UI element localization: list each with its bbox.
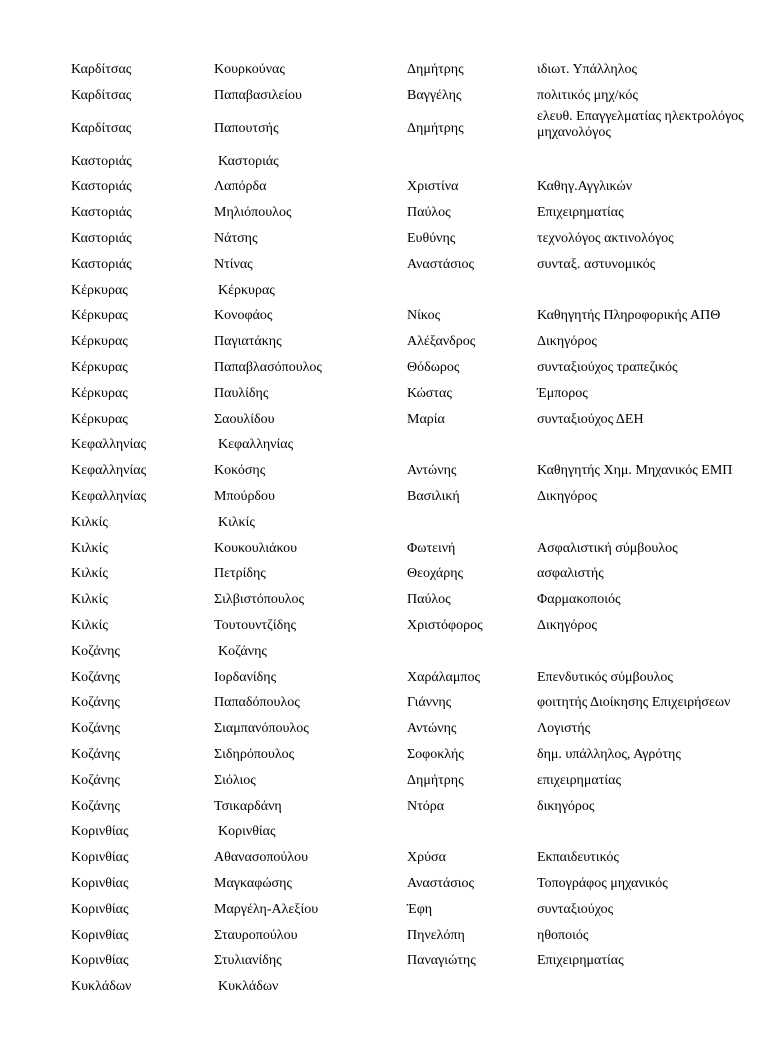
table-row <box>0 587 768 613</box>
region-cell: Κοζάνης <box>71 772 120 788</box>
surname-cell: Ιορδανίδης <box>214 669 277 685</box>
profession-cell: φοιτητής Διοίκησης Επιχειρήσεων <box>537 695 731 711</box>
name-cell: Κώστας <box>407 385 452 401</box>
surname-cell: Κονοφάος <box>214 308 273 324</box>
region-cell: Κέρκυρας <box>71 282 128 298</box>
surname-cell: Μαργέλη-Αλεξίου <box>214 901 319 917</box>
table-row <box>0 83 768 109</box>
table-row <box>0 948 768 974</box>
profession-cell: Λογιστής <box>537 721 591 737</box>
profession-cell: Καθηγ.Αγγλικών <box>537 179 633 195</box>
name-cell: Αντώνης <box>407 463 457 479</box>
region-header-row <box>0 639 768 665</box>
region-cell: Κεφαλληνίας <box>71 488 147 504</box>
region-cell: Κιλκίς <box>71 540 108 556</box>
surname-cell: Παπουτσής <box>214 120 279 136</box>
region-header-row <box>0 432 768 458</box>
surname-cell: Πετρίδης <box>214 566 266 582</box>
region-cell: Καστοριάς <box>71 153 132 169</box>
name-cell: Βαγγέλης <box>407 87 462 103</box>
profession-cell: Φαρμακοποιός <box>537 592 621 608</box>
name-cell: Ντόρα <box>407 798 445 814</box>
table-row <box>0 742 768 768</box>
profession-cell: πολιτικός μηχ/κός <box>537 87 638 103</box>
table-row <box>0 200 768 226</box>
name-cell: Δημήτρης <box>407 120 464 136</box>
surname-cell: Σταυροπούλου <box>214 927 298 943</box>
region-header-label: Κεφαλληνίας <box>218 437 294 453</box>
table-row <box>0 303 768 329</box>
region-cell: Κορινθίας <box>71 953 129 969</box>
surname-cell: Κουρκούνας <box>214 62 285 77</box>
surname-cell: Παγιατάκης <box>214 334 282 350</box>
profession-cell: τεχνολόγος ακτινολόγος <box>537 230 674 246</box>
profession-cell: Τοπογράφος μηχανικός <box>537 875 668 891</box>
profession-cell: Επενδυτικός σύμβουλος <box>537 669 673 685</box>
table-row <box>0 355 768 381</box>
region-cell: Καστοριάς <box>71 205 132 221</box>
region-cell: Καστοριάς <box>71 256 132 272</box>
region-cell: Κιλκίς <box>71 592 108 608</box>
region-header-row <box>0 819 768 845</box>
table-row <box>0 109 768 149</box>
surname-cell: Παυλίδης <box>214 385 269 401</box>
profession-cell: συνταξ. αστυνομικός <box>537 256 656 272</box>
region-cell: Κοζάνης <box>71 798 120 814</box>
region-header-row <box>0 149 768 175</box>
profession-cell: Επιχειρηματίας <box>537 953 624 969</box>
region-cell: Κοζάνης <box>71 669 120 685</box>
region-header-row <box>0 974 768 1000</box>
surname-cell: Λαπόρδα <box>214 179 267 195</box>
surname-cell: Σαουλίδου <box>214 411 275 427</box>
name-cell: Μαρία <box>407 411 445 427</box>
surname-cell: Μπούρδου <box>214 488 275 504</box>
table-row <box>0 174 768 200</box>
profession-cell: συνταξιούχος ΔΕΗ <box>537 411 644 427</box>
table-row <box>0 329 768 355</box>
profession-cell: συνταξιούχος <box>537 901 614 917</box>
surname-cell: Παπαβλασόπουλος <box>214 359 322 375</box>
region-cell: Κορινθίας <box>71 927 129 943</box>
region-header-row <box>0 510 768 536</box>
table-row <box>0 716 768 742</box>
profession-cell: Δικηγόρος <box>537 334 597 350</box>
name-cell: Φωτεινή <box>407 540 456 556</box>
surname-cell: Στυλιανίδης <box>214 953 282 969</box>
profession-cell: Επιχειρηματίας <box>537 205 624 221</box>
name-cell: Θόδωρος <box>407 359 460 375</box>
region-cell: Κέρκυρας <box>71 359 128 375</box>
region-cell: Καρδίτσας <box>71 120 132 136</box>
profession-cell: δικηγόρος <box>537 798 595 814</box>
region-cell: Κορινθίας <box>71 824 129 840</box>
region-cell: Κιλκίς <box>71 566 108 582</box>
profession-cell: Έμπορος <box>537 385 588 401</box>
profession-cell: ελευθ. Επαγγελματίας ηλεκτρολόγος μηχανολόγος <box>537 108 744 140</box>
table-row <box>0 536 768 562</box>
region-header-label: Κοζάνης <box>218 643 267 659</box>
surname-cell: Κουκουλιάκου <box>214 540 298 556</box>
surname-cell: Σιαμπανόπουλος <box>214 721 309 737</box>
region-cell: Κοζάνης <box>71 721 120 737</box>
name-cell: Βασιλική <box>407 488 460 504</box>
surname-cell: Τουτουντζίδης <box>214 617 297 633</box>
region-header-label: Καστοριάς <box>218 153 279 169</box>
name-cell: Χαράλαμπος <box>407 669 481 685</box>
region-cell: Κοζάνης <box>71 695 120 711</box>
surname-cell: Σιλβιστόπουλος <box>214 592 305 608</box>
name-cell: Παύλος <box>407 592 451 608</box>
profession-cell: ασφαλιστής <box>537 566 604 582</box>
region-header-label: Κορινθίας <box>218 824 276 840</box>
surname-cell: Σιδηρόπουλος <box>214 746 295 762</box>
name-cell: Παύλος <box>407 205 451 221</box>
name-cell: Σοφοκλής <box>407 746 464 762</box>
surname-cell: Τσικαρδάνη <box>214 798 282 814</box>
name-cell: Αλέξανδρος <box>407 334 476 350</box>
profession-cell: Ασφαλιστική σύμβουλος <box>537 540 678 556</box>
region-cell: Κέρκυρας <box>71 385 128 401</box>
candidate-list <box>0 57 768 1000</box>
profession-cell: ιδιωτ. Υπάλληλος <box>537 62 638 77</box>
region-cell: Κοζάνης <box>71 643 120 659</box>
name-cell: Δημήτρης <box>407 62 464 77</box>
surname-cell: Παπαβασιλείου <box>214 87 302 103</box>
table-row <box>0 665 768 691</box>
region-cell: Κέρκυρας <box>71 411 128 427</box>
table-row <box>0 768 768 794</box>
table-row <box>0 226 768 252</box>
profession-cell: Καθηγητής Πληροφορικής ΑΠΘ <box>537 308 721 324</box>
region-cell: Κιλκίς <box>71 617 108 633</box>
table-row <box>0 794 768 820</box>
table-row <box>0 923 768 949</box>
table-row <box>0 407 768 433</box>
region-cell: Κέρκυρας <box>71 334 128 350</box>
name-cell: Ευθύνης <box>407 230 456 246</box>
surname-cell: Αθανασοπούλου <box>214 850 309 866</box>
name-cell: Γιάννης <box>407 695 452 711</box>
profession-cell: Καθηγητής Χημ. Μηχανικός ΕΜΠ <box>537 463 733 479</box>
table-row <box>0 561 768 587</box>
name-cell: Θεοχάρης <box>407 566 464 582</box>
name-cell: Χρύσα <box>407 850 446 866</box>
region-cell: Καστοριάς <box>71 179 132 195</box>
surname-cell: Παπαδόπουλος <box>214 695 300 711</box>
region-cell: Κεφαλληνίας <box>71 463 147 479</box>
region-header-label: Κέρκυρας <box>218 282 275 298</box>
profession-cell: Εκπαιδευτικός <box>537 850 619 866</box>
name-cell: Αναστάσιος <box>407 875 475 891</box>
table-row <box>0 897 768 923</box>
region-header-row <box>0 278 768 304</box>
name-cell: Δημήτρης <box>407 772 464 788</box>
surname-cell: Σιόλιος <box>214 772 256 788</box>
region-header-label: Κυκλάδων <box>218 979 279 995</box>
profession-cell: ηθοποιός <box>537 927 589 943</box>
region-cell: Κορινθίας <box>71 901 129 917</box>
name-cell: Χριστίνα <box>407 179 459 195</box>
surname-cell: Ντίνας <box>214 256 253 272</box>
table-row <box>0 613 768 639</box>
name-cell: Έφη <box>407 901 433 917</box>
surname-cell: Μαγκαφώσης <box>214 875 292 891</box>
profession-cell: επιχειρηματίας <box>537 772 621 788</box>
surname-cell: Μηλιόπουλος <box>214 205 292 221</box>
region-cell: Κυκλάδων <box>71 979 132 995</box>
table-row <box>0 57 768 83</box>
region-cell: Καρδίτσας <box>71 62 132 77</box>
name-cell: Πηνελόπη <box>407 927 465 943</box>
region-header-label: Κιλκίς <box>218 514 255 530</box>
region-cell: Κεφαλληνίας <box>71 437 147 453</box>
name-cell: Αναστάσιος <box>407 256 475 272</box>
name-cell: Νίκος <box>407 308 441 324</box>
region-cell: Καρδίτσας <box>71 87 132 103</box>
surname-cell: Νάτσης <box>214 230 258 246</box>
profession-cell: Δικηγόρος <box>537 488 597 504</box>
region-cell: Κορινθίας <box>71 850 129 866</box>
table-row <box>0 458 768 484</box>
surname-cell: Κοκόσης <box>214 463 266 479</box>
region-cell: Κέρκυρας <box>71 308 128 324</box>
profession-cell: Δικηγόρος <box>537 617 597 633</box>
table-row <box>0 484 768 510</box>
table-row <box>0 845 768 871</box>
region-cell: Καστοριάς <box>71 230 132 246</box>
profession-cell: δημ. υπάλληλος, Αγρότης <box>537 746 681 762</box>
table-row <box>0 871 768 897</box>
profession-cell: συνταξιούχος τραπεζικός <box>537 359 678 375</box>
table-row <box>0 381 768 407</box>
name-cell: Χριστόφορος <box>407 617 483 633</box>
table-row <box>0 252 768 278</box>
region-cell: Κιλκίς <box>71 514 108 530</box>
region-cell: Κορινθίας <box>71 875 129 891</box>
name-cell: Αντώνης <box>407 721 457 737</box>
table-row <box>0 690 768 716</box>
name-cell: Παναγιώτης <box>407 953 476 969</box>
region-cell: Κοζάνης <box>71 746 120 762</box>
